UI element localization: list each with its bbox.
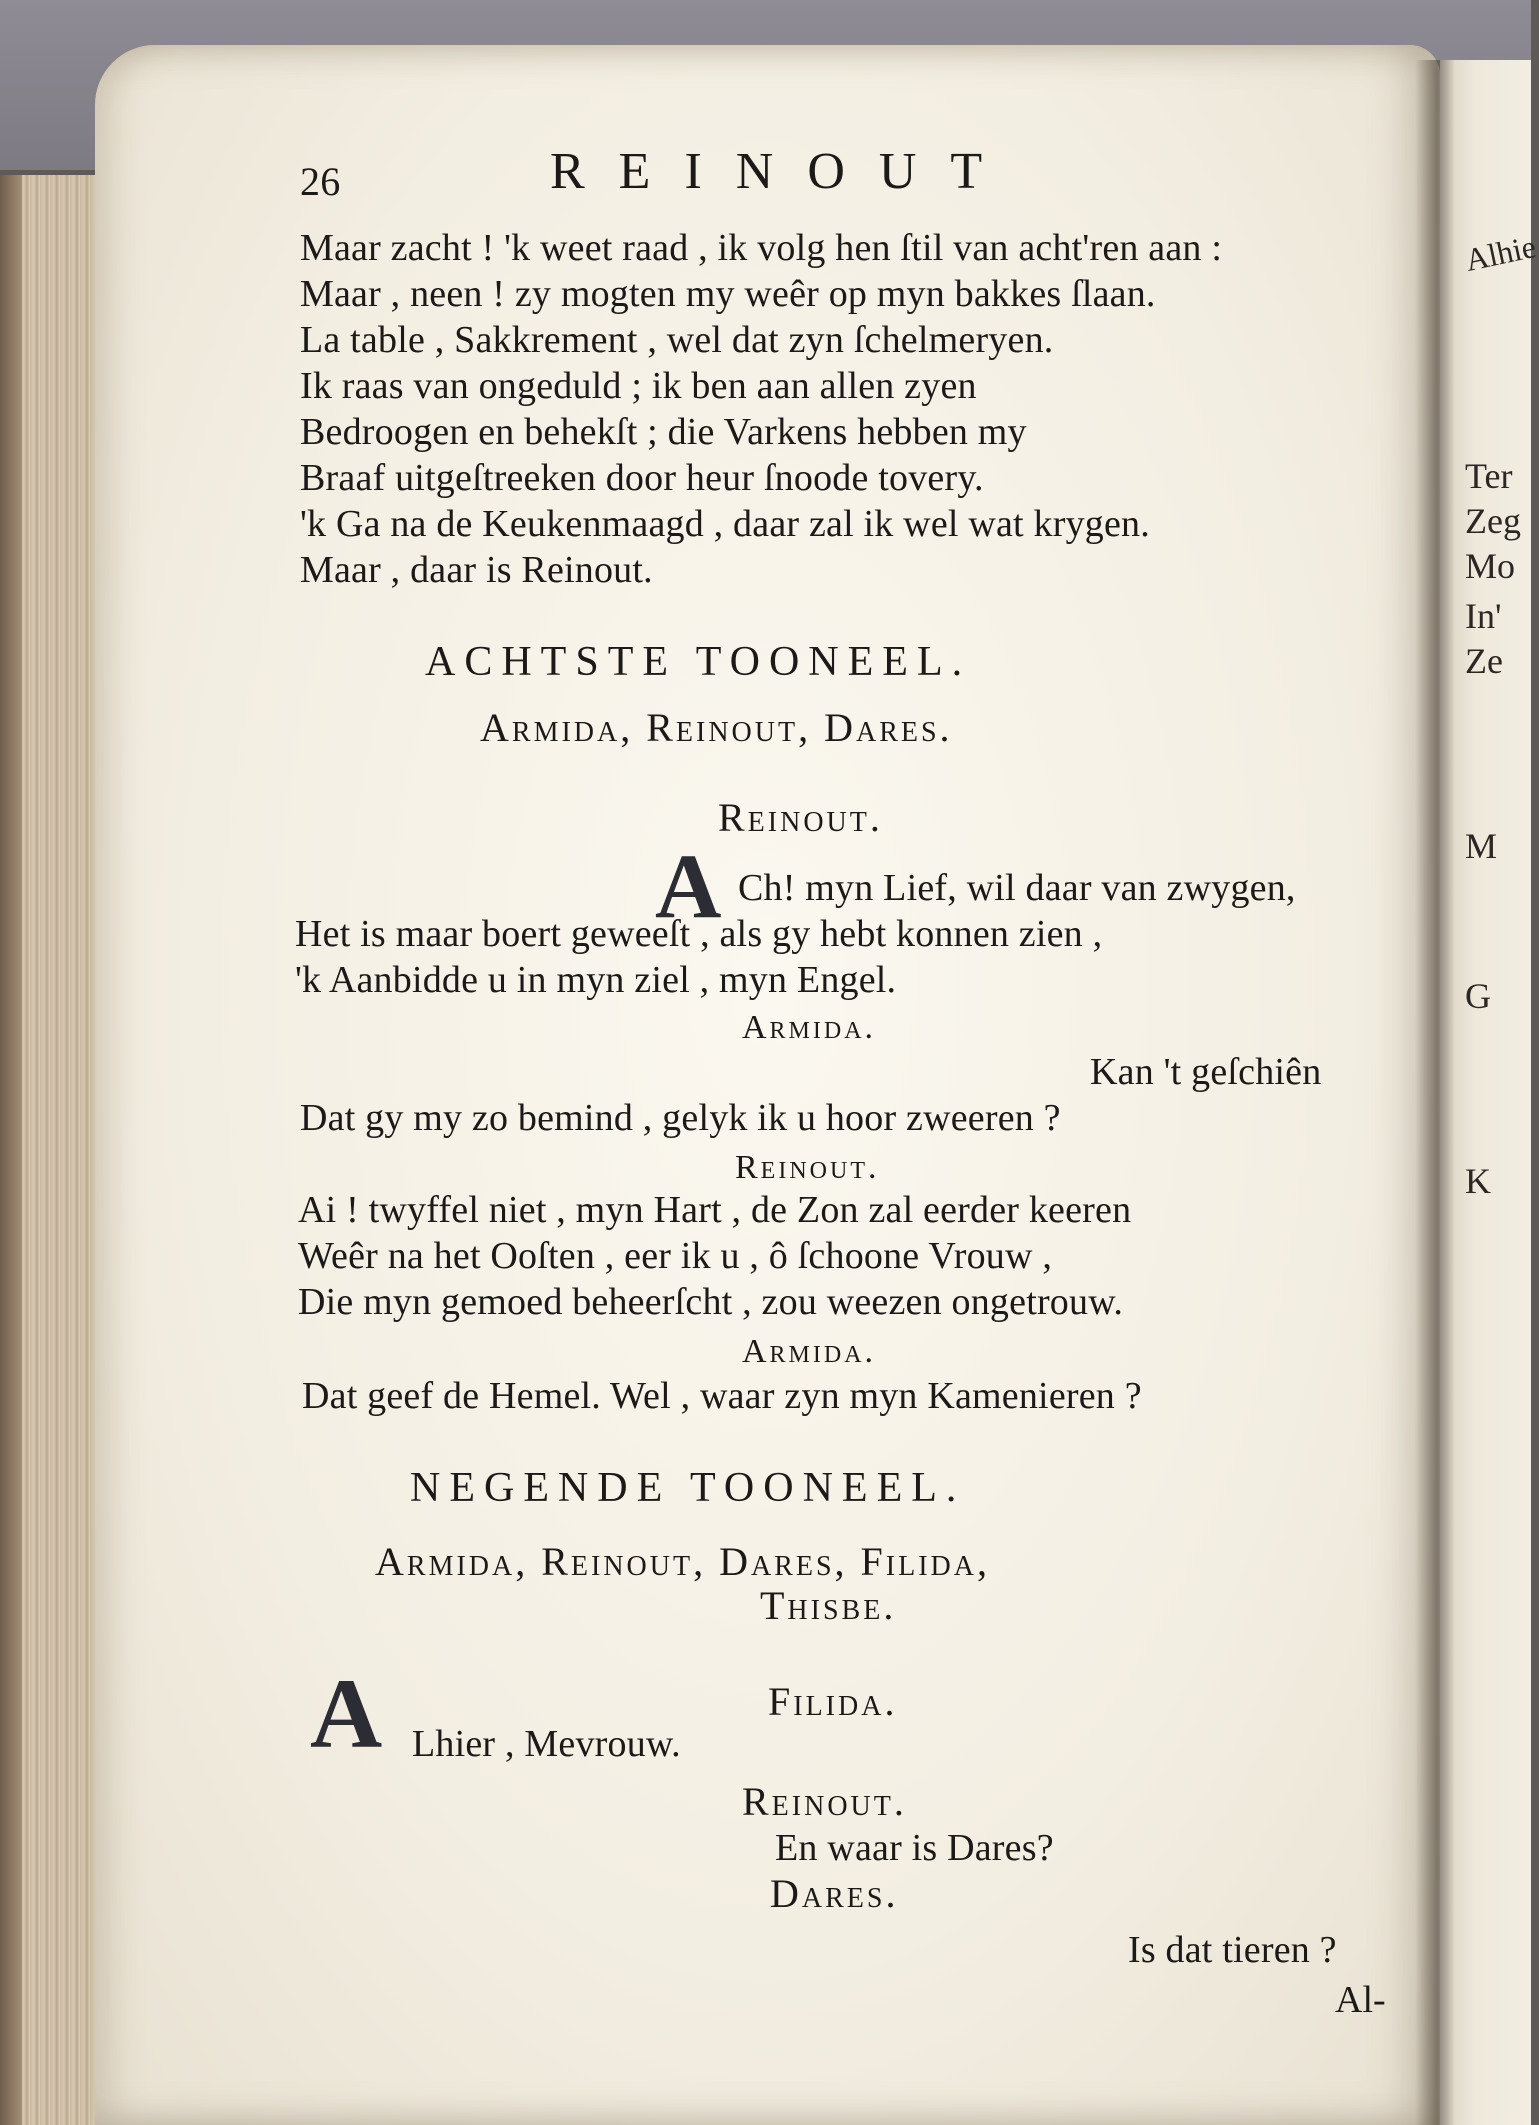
running-title: REINOUT [550,143,1017,200]
speaker-name: Filida. [768,1679,898,1724]
speaker-name: Reinout. [735,1149,880,1186]
page-number: 26 [300,159,341,204]
speaker-name: Reinout. [718,795,883,840]
verse-line: 'k Aanbidde u in myn ziel , myn Engel. [295,959,897,1001]
facing-fragment: Mo [1465,546,1516,586]
speaker-name: Dares. [770,1871,899,1916]
verse-line: Lhier , Mevrouw. [412,1723,681,1765]
verse-line: Maar zacht ! 'k weet raad , ik volg hen ſtil van acht'ren aan : [300,227,1223,269]
verse-line: La table , Sakkrement , wel dat zyn ſchelmeryen. [300,319,1054,361]
verse-line: Kan 't geſchiên [1090,1051,1322,1093]
verse-line: En waar is Dares? [775,1827,1054,1869]
verse-line: Maar , daar is Reinout. [300,549,653,591]
scene-characters: Thisbe. [760,1583,897,1628]
scene-characters: Armida, Reinout, Dares. [480,705,953,750]
facing-fragment: Alhie [1461,228,1539,279]
verse-line: Die myn gemoed beheerſcht , zou weezen ongetrouw. [298,1281,1124,1323]
speaker-name: Armida. [742,1009,877,1046]
facing-fragment: M [1465,826,1498,866]
verse-line: Dat geef de Hemel. Wel , waar zyn myn Kamenieren ? [302,1375,1142,1417]
verse-line: Ai ! twyffel niet , myn Hart , de Zon zal eerder keeren [298,1189,1132,1231]
drop-capital: A [310,1658,383,1769]
speaker-name: Reinout. [742,1779,907,1824]
verse-line: Dat gy my zo bemind , gelyk ik u hoor zweeren ? [300,1097,1061,1139]
scene-title: NEGENDE TOONEEL. [410,1465,966,1511]
scene-characters: Armida, Reinout, Dares, Filida, [375,1539,990,1584]
facing-fragment: G [1465,976,1491,1016]
verse-line: Weêr na het Ooſten , eer ik u , ô ſchoone Vrouw , [298,1235,1053,1277]
verse-line: Bedroogen en behekſt ; die Varkens hebben my [300,411,1027,453]
facing-fragment: Ze [1465,641,1503,681]
verse-line: Braaf uitgeſtreeken door heur ſnoode tovery. [300,457,984,499]
facing-fragment: Ter [1465,456,1513,496]
drop-capital: A [655,835,722,937]
facing-fragment: K [1465,1161,1491,1201]
verse-line: 'k Ga na de Keukenmaagd , daar zal ik wel wat krygen. [300,503,1150,545]
facing-fragment: Zeg [1465,501,1521,541]
verse-line: Is dat tieren ? [1128,1929,1337,1971]
catchword: Al- [1335,1979,1386,2021]
facing-fragment: In' [1465,596,1502,636]
verse-line: Het is maar boert geweeſt , als gy hebt konnen zien , [295,913,1103,955]
verse-line: Ch! myn Lief, wil daar van zwygen, [738,867,1296,909]
speaker-name: Armida. [742,1333,877,1370]
verse-line: Ik raas van ongeduld ; ik ben aan allen zyen [300,365,977,407]
scene-title: ACHTSTE TOONEEL. [425,639,972,685]
verse-line: Maar , neen ! zy mogten my weêr op myn bakkes ſlaan. [300,273,1156,315]
